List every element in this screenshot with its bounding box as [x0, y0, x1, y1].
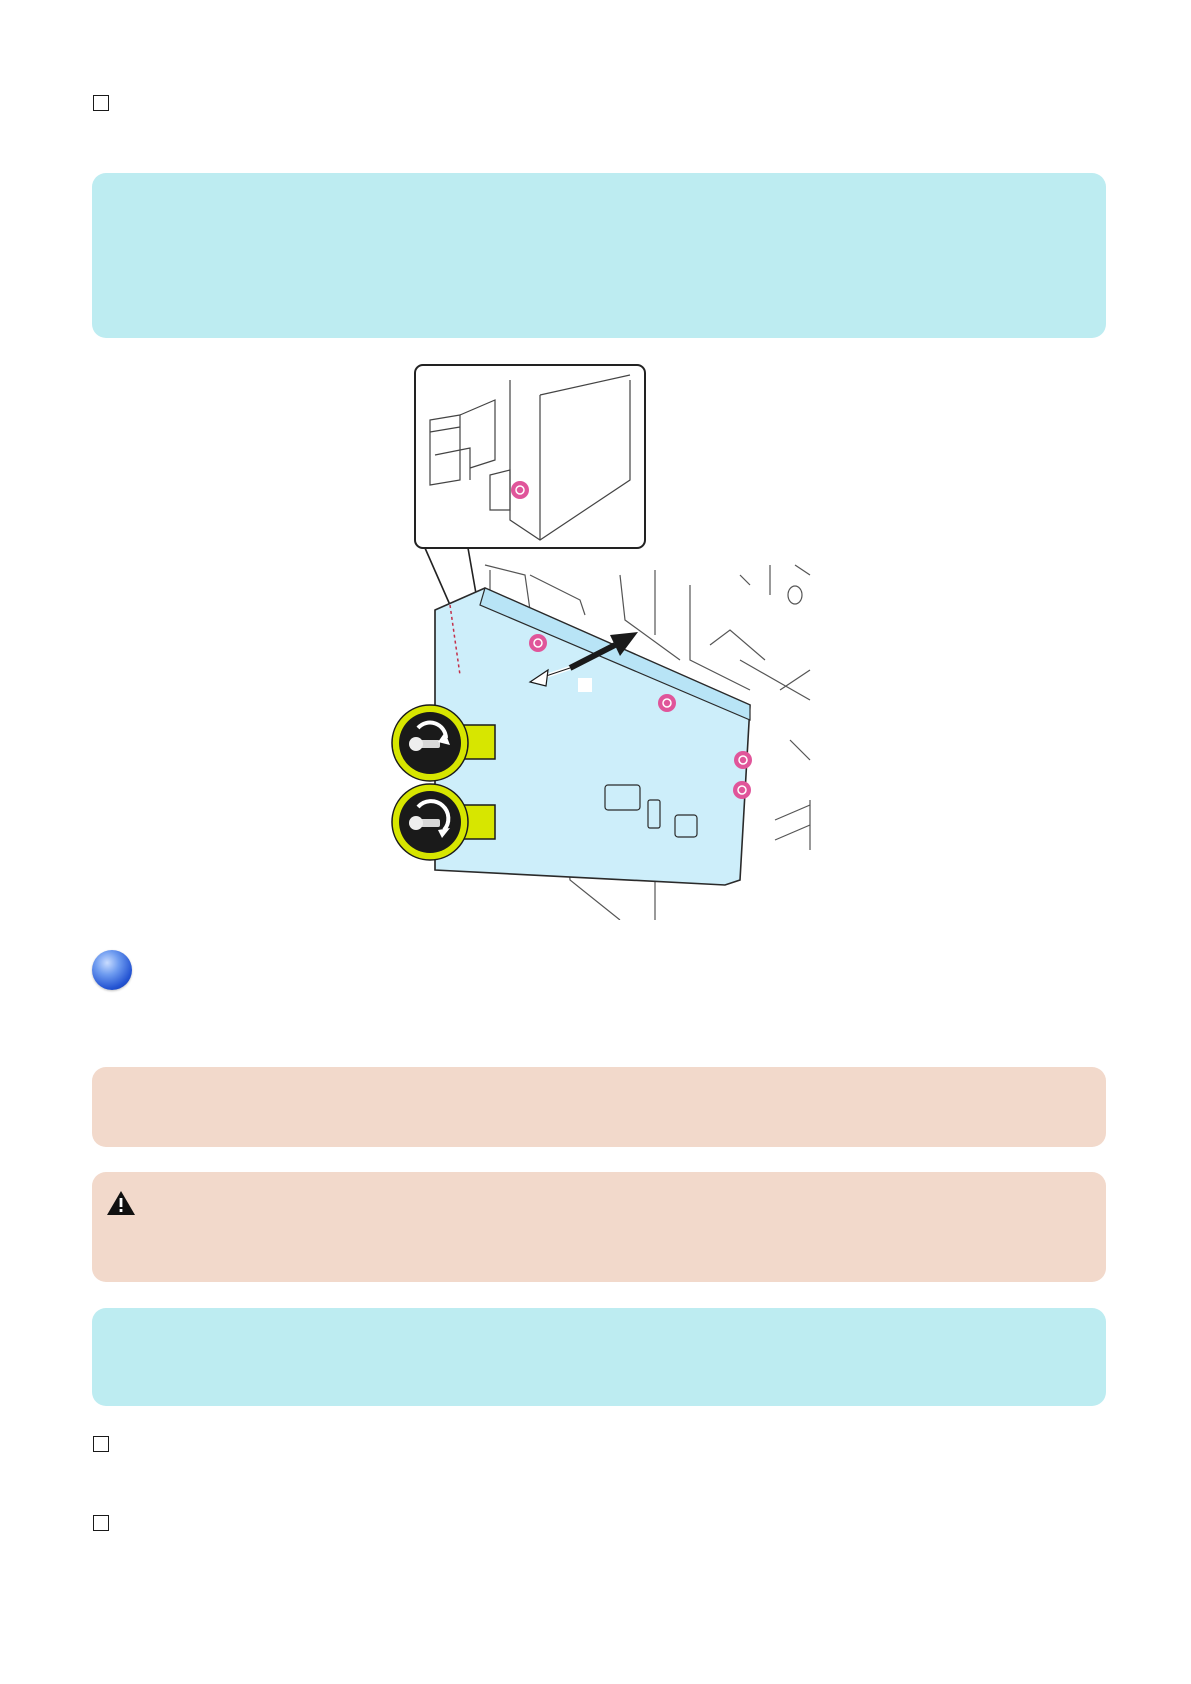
- step-checkbox[interactable]: [93, 1436, 109, 1452]
- step-checkbox[interactable]: [93, 1515, 109, 1531]
- screw-marker-icon: [734, 751, 752, 769]
- screw-marker-icon: [529, 634, 547, 652]
- note-box: [92, 173, 1106, 338]
- screw-marker-icon: [658, 694, 676, 712]
- screw-marker-icon: [733, 781, 751, 799]
- caution-box: [92, 1067, 1106, 1147]
- warning-triangle-icon: [106, 1190, 136, 1216]
- screw-marker-icon: [511, 481, 529, 499]
- blue-sphere-icon: [92, 950, 132, 990]
- cover-removal-illustration: [390, 360, 840, 920]
- step-checkbox[interactable]: [93, 95, 109, 111]
- warning-box: [92, 1172, 1106, 1282]
- detail-callout: [415, 365, 645, 605]
- note-box: [92, 1308, 1106, 1406]
